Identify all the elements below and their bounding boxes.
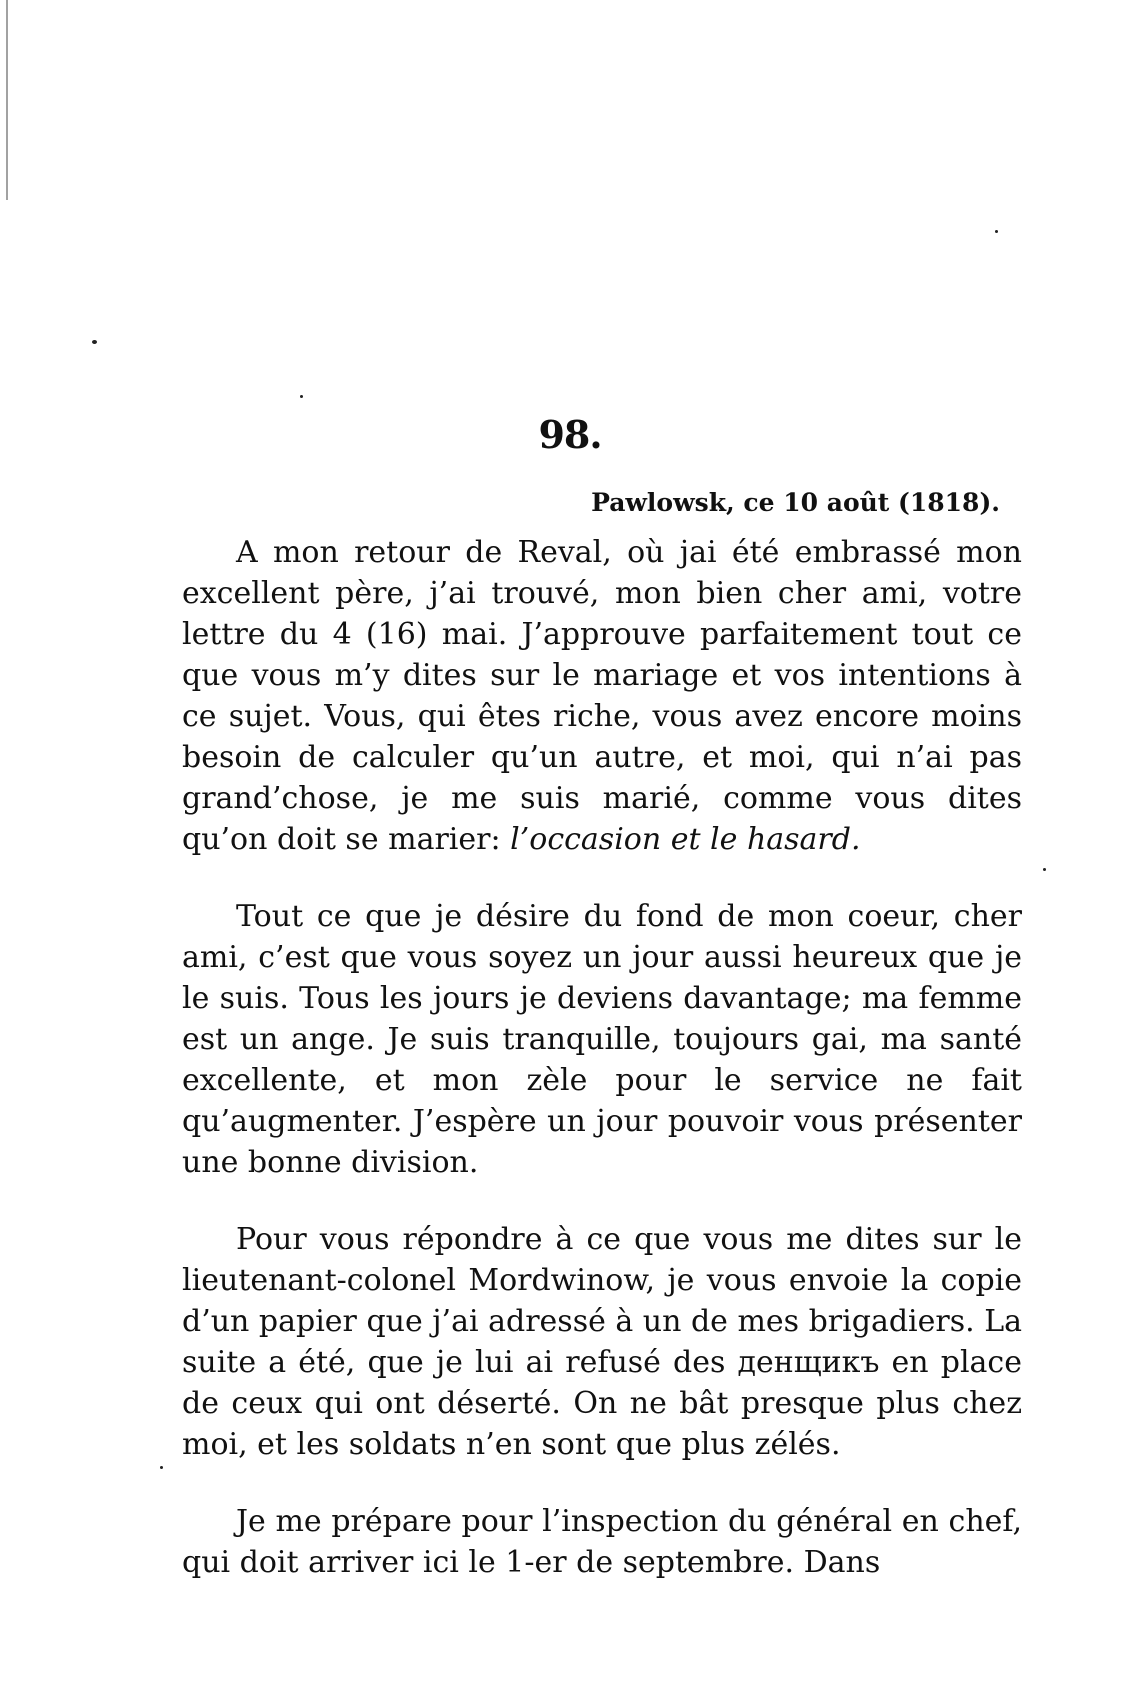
paragraph-1 [182,532,1022,860]
letter-body [182,532,1022,1583]
ink-speck [995,230,998,233]
page-edge-shadow [6,0,8,200]
paragraph-1-italic: l’occasion et le hasard. [510,822,861,857]
paragraph-2: Tout ce que je désire du fond de mon coeur, cher ami, c’est que vous soyez un jour aussi heureux que je le suis. Tous les jours je deviens davantage; ma femme est un ange. Je suis tranquille, toujours gai, ma santé excellente, et mon zèle pour le service ne fait qu’augmenter. J’espère un jour pouvoir vous présenter une bonne division. [182,899,1022,1180]
ink-speck [92,340,97,344]
paragraph-1-text: A mon retour de Reval, où jai été embrassé mon excellent père, j’ai trouvé, mon bien cher ami, votre lettre du 4 (16) mai. J’approuve parfaitement tout ce que vous m’y dites sur le mariage et vos intentions à ce sujet. Vous, qui êtes riche, vous avez encore moins besoin de calculer qu’un autre, et moi, qui n’ai pas grand’chose, je me suis marié, comme vous dites qu’on doit se marier: [182,535,1022,857]
letter-number: 98. [538,412,602,457]
ink-speck [1043,868,1046,871]
ink-speck [160,1466,163,1469]
ink-speck [300,395,303,398]
paragraph-4: Je me prépare pour l’inspection du général en chef, qui doit arriver ici le 1-er de septembre. Dans [182,1504,1022,1580]
letter-dateline: Pawlowsk, ce 10 août (1818). [591,488,1000,517]
paragraph-3: Pour vous répondre à ce que vous me dites sur le lieutenant-colonel Mordwinow, je vous envoie la copie d’un papier que j’ai adressé à un de mes brigadiers. La suite a été, que je lui ai refusé des денщикъ en place de ceux qui ont déserté. On ne bât presque plus chez moi, et les soldats n’en sont que plus zélés. [182,1222,1022,1462]
